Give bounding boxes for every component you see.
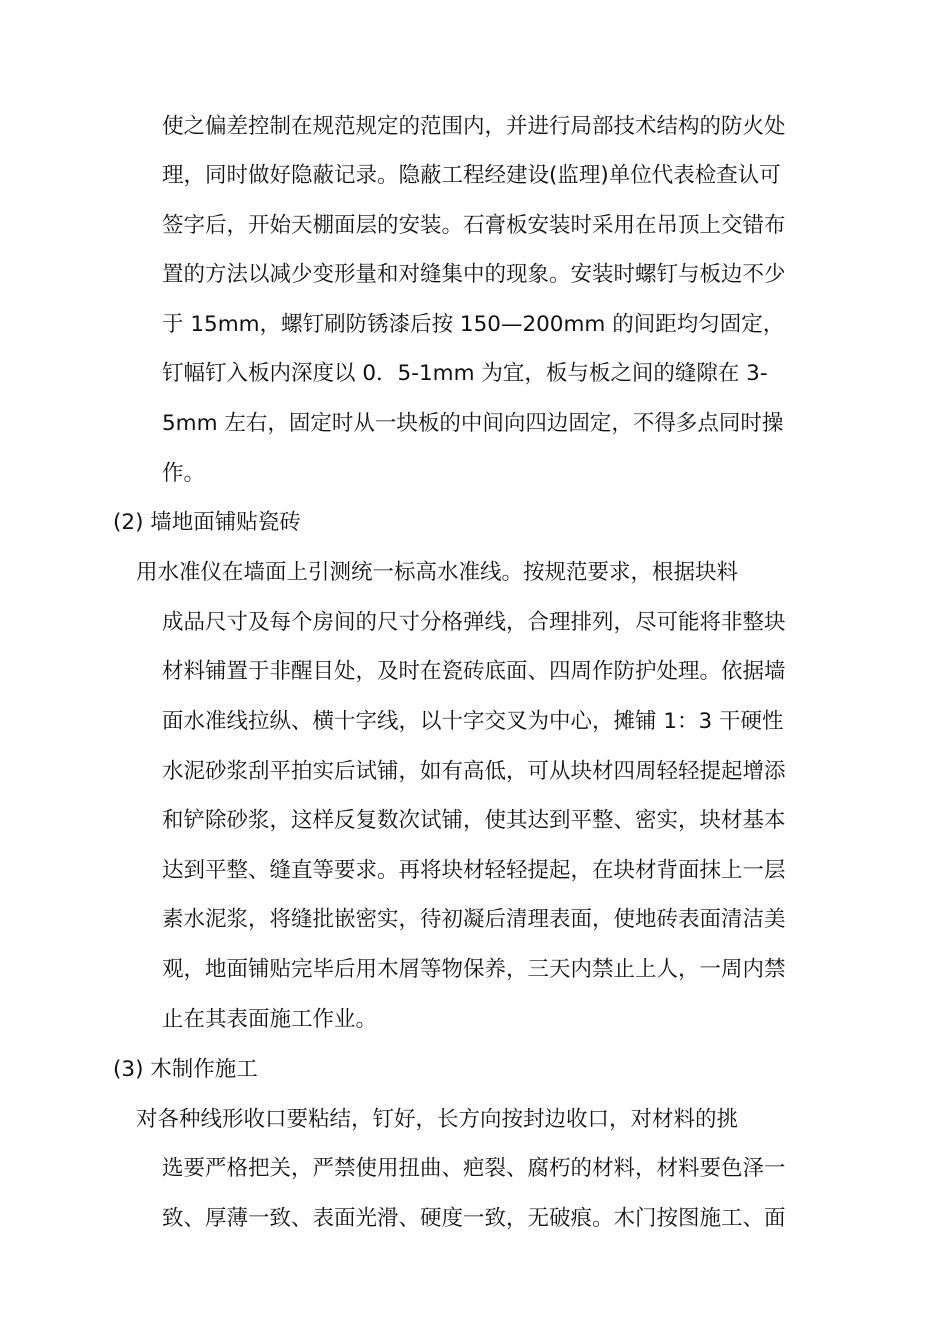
paragraph-line: 和铲除砂浆，这样反复数次试铺，使其达到平整、密实，块材基本: [162, 808, 786, 833]
paragraph-line: 致、厚薄一致、表面光滑、硬度一致，无破痕。木门按图施工、面: [162, 1206, 786, 1231]
paragraph-line: 水泥砂浆刮平拍实后试铺，如有高低，可从块材四周轻轻提起增添: [162, 759, 786, 784]
paragraph-line: 于 15mm，螺钉刷防锈漆后按 150—200mm 的间距均匀固定，: [162, 312, 785, 337]
paragraph-lead-line: 对各种线形收口要粘结，钉好，长方向按封边收口，对材料的挑: [136, 1107, 739, 1132]
paragraph-line: 使之偏差控制在规范规定的范围内，并进行局部技术结构的防火处: [162, 114, 786, 139]
paragraph-line: 置的方法以减少变形量和对缝集中的现象。安装时螺钉与板边不少: [162, 262, 786, 287]
paragraph-line: 选要严格把关，严禁使用扭曲、疤裂、腐朽的材料，材料要色泽一: [162, 1156, 786, 1181]
paragraph-line: 材料铺置于非醒目处，及时在瓷砖底面、四周作防护处理。依据墙: [162, 659, 786, 684]
paragraph-line: 5mm 左右，固定时从一块板的中间向四边固定，不得多点同时操: [162, 411, 784, 436]
paragraph-lead-line: 用水准仪在墙面上引测统一标高水准线。按规范要求，根据块料: [136, 560, 739, 585]
paragraph-line: 达到平整、缝直等要求。再将块材轻轻提起，在块材背面抹上一层: [162, 858, 786, 883]
paragraph-line: 成品尺寸及每个房间的尺寸分格弹线，合理排列，尽可能将非整块: [162, 610, 786, 635]
paragraph-line: 签字后，开始天棚面层的安装。石膏板安装时采用在吊顶上交错布: [162, 213, 786, 238]
paragraph-line: 面水准线拉纵、横十字线，以十字交叉为中心，摊铺 1：3 干硬性: [162, 709, 784, 734]
section-heading: (3) 木制作施工: [113, 1057, 258, 1082]
paragraph-line: 钉幅钉入板内深度以 0．5-1mm 为宜，板与板之间的缝隙在 3-: [162, 361, 768, 386]
paragraph-line: 观，地面铺贴完毕后用木屑等物保养，三天内禁止上人，一周内禁: [162, 957, 786, 982]
paragraph-line: 止在其表面施工作业。: [162, 1007, 378, 1032]
paragraph-line: 作。: [162, 461, 206, 486]
paragraph-line: 素水泥浆，将缝批嵌密实，待初凝后清理表面，使地砖表面清洁美: [162, 907, 786, 932]
section-heading: (2) 墙地面铺贴瓷砖: [113, 510, 301, 535]
paragraph-line: 理，同时做好隐蔽记录。隐蔽工程经建设(监理)单位代表检查认可: [162, 163, 781, 188]
